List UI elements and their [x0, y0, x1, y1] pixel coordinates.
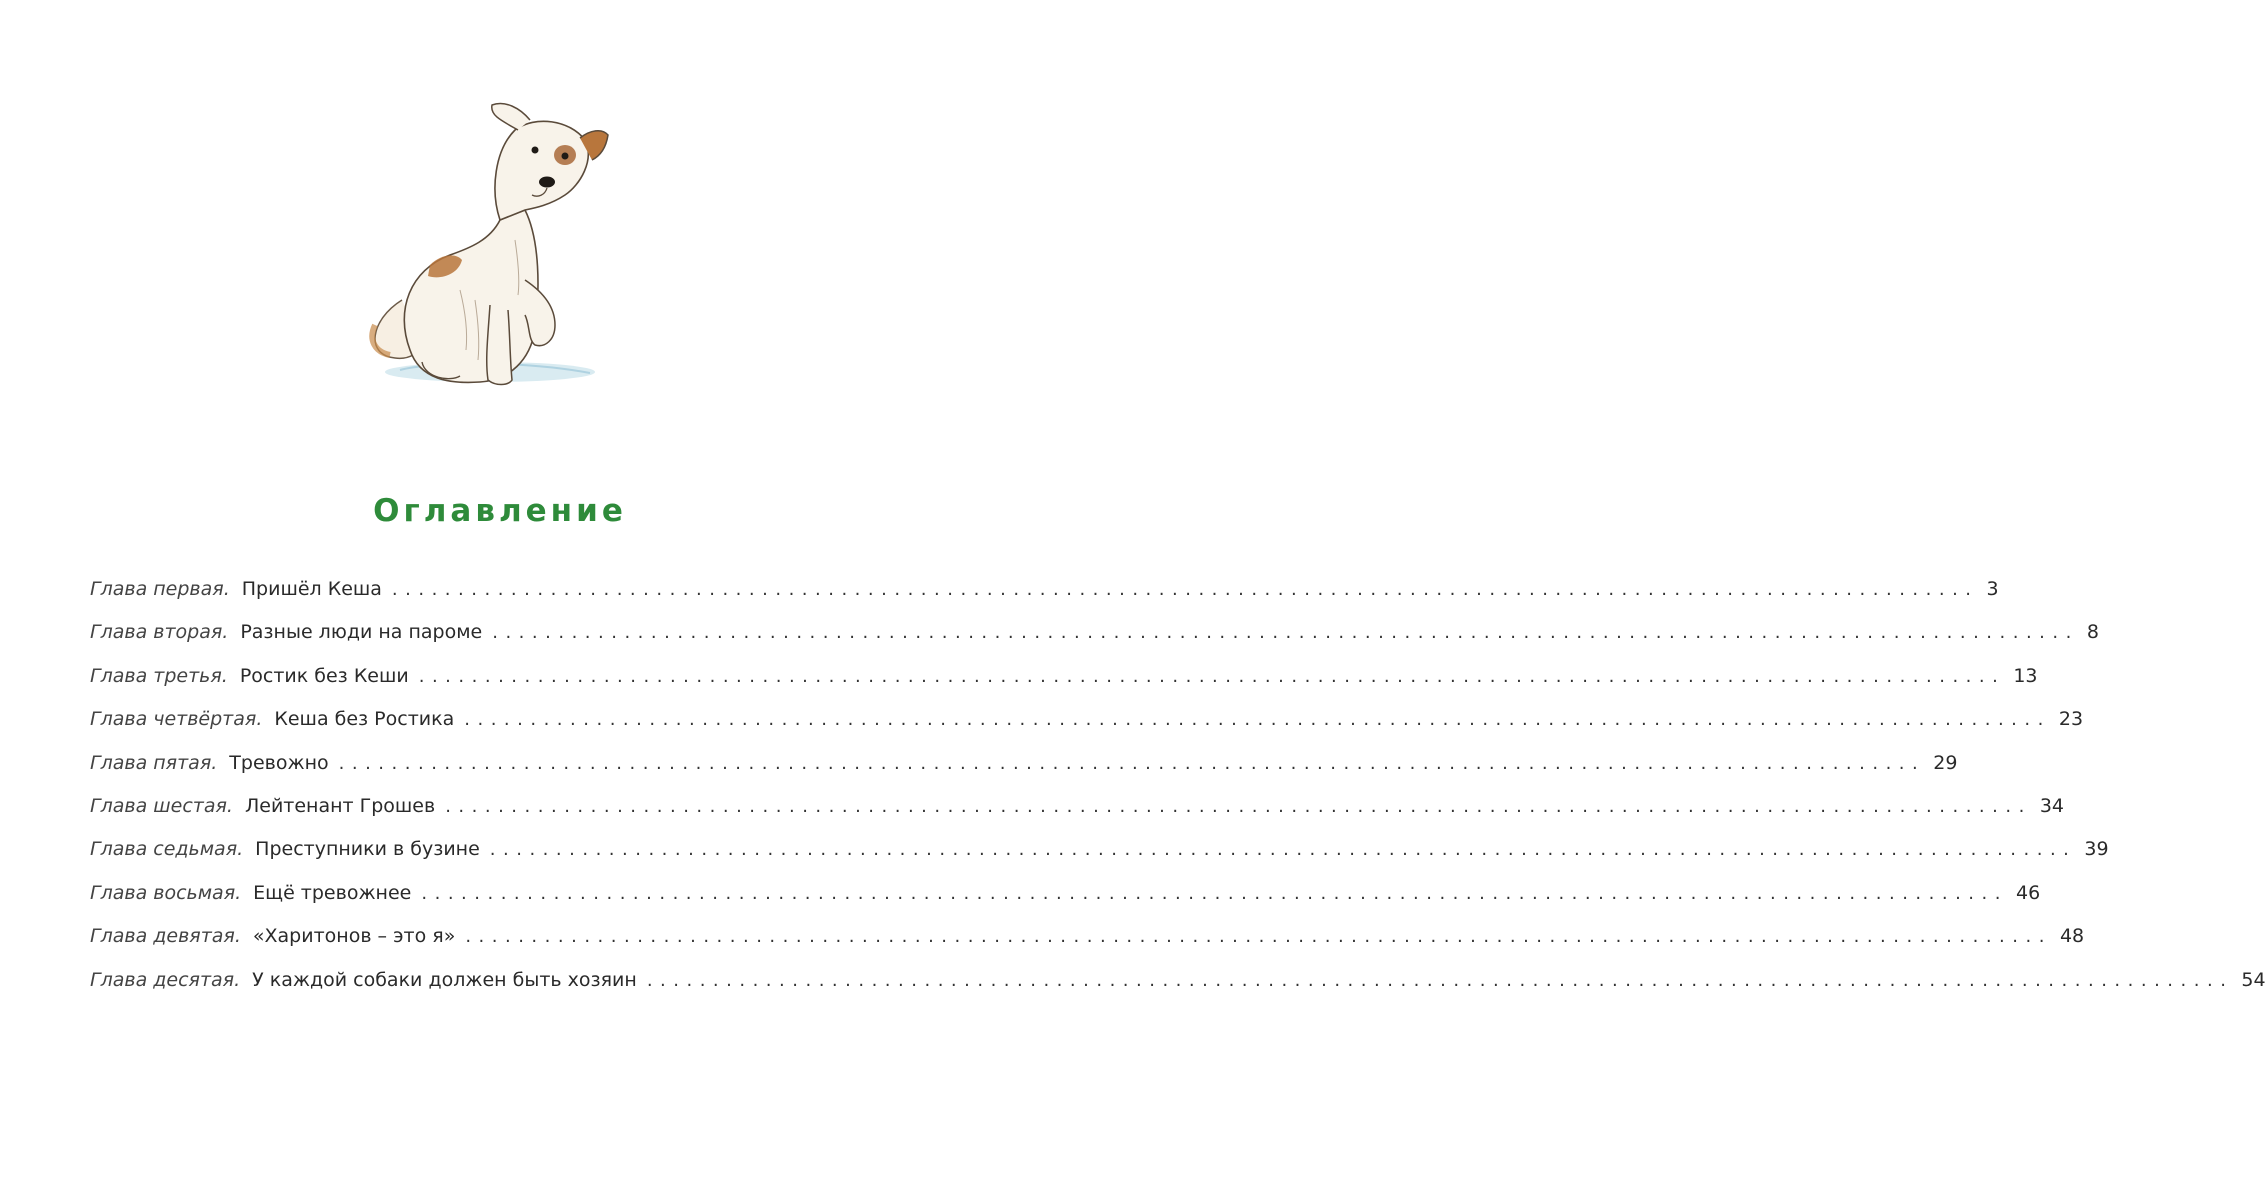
- chapter-label: Глава вторая.: [90, 621, 229, 644]
- chapter-title: Кеша без Ростика: [274, 708, 455, 731]
- chapter-label: Глава первая.: [90, 578, 230, 600]
- page-number: 23: [2058, 708, 2084, 731]
- dot-leader: ........................................................................................................................: [421, 882, 2008, 904]
- chapter-title: Пришёл Кеша: [241, 578, 382, 600]
- toc-row[interactable]: [90, 785, 2064, 828]
- chapter-label: Глава третья.: [90, 664, 228, 687]
- chapter-title: Ростик без Кеши: [239, 664, 409, 687]
- table-of-contents: [90, 568, 2266, 1002]
- dot-leader: ........................................................................................................................: [464, 709, 2051, 731]
- eye-icon: [532, 147, 539, 154]
- toc-row[interactable]: [90, 655, 2038, 698]
- chapter-title: Лейтенант Грошев: [244, 794, 436, 817]
- page-number: 34: [2039, 794, 2064, 817]
- dot-leader: ........................................................................................................................: [418, 665, 2006, 687]
- chapter-title: «Харитонов – это я»: [252, 925, 456, 948]
- page-title: Оглавление: [373, 493, 627, 529]
- chapter-label: Глава четвёртая.: [90, 708, 263, 731]
- page-number: 46: [2015, 881, 2041, 904]
- page-number: 13: [2013, 664, 2038, 687]
- toc-row[interactable]: [90, 872, 2041, 915]
- dot-leader: ........................................................................................................................: [338, 752, 1926, 774]
- page-number: 29: [1933, 751, 1958, 774]
- chapter-title: Преступники в бузине: [255, 838, 480, 861]
- dot-leader: ........................................................................................................................: [489, 839, 2077, 861]
- page-number: 3: [1986, 578, 1999, 600]
- dot-leader: ........................................................................................................................: [465, 926, 2052, 948]
- nose-icon: [539, 177, 555, 188]
- dot-leader: ........................................................................................................................: [492, 622, 2079, 644]
- toc-row[interactable]: [90, 568, 1999, 611]
- chapter-label: Глава пятая.: [90, 751, 218, 774]
- toc-row[interactable]: [90, 742, 1958, 785]
- page-number: 48: [2059, 925, 2085, 948]
- chapter-title: Ещё тревожнее: [253, 881, 412, 904]
- toc-row[interactable]: [90, 915, 2085, 958]
- chapter-label: Глава шестая.: [90, 794, 233, 817]
- chapter-title: Разные люди на пароме: [240, 621, 483, 644]
- dot-leader: ........................................................................................................................: [646, 969, 2234, 991]
- toc-row[interactable]: [90, 959, 2266, 1002]
- chapter-label: Глава восьмая.: [90, 881, 242, 904]
- chapter-label: Глава десятая.: [90, 968, 241, 991]
- dot-leader: ........................................................................................................................: [391, 579, 1979, 600]
- chapter-title: У каждой собаки должен быть хозяин: [252, 968, 637, 991]
- page-number: 8: [2086, 621, 2099, 644]
- page-number: 54: [2241, 968, 2266, 991]
- toc-row[interactable]: [90, 611, 2099, 654]
- chapter-label: Глава девятая.: [90, 925, 241, 948]
- toc-row[interactable]: [90, 698, 2084, 741]
- dot-leader: ........................................................................................................................: [445, 795, 2032, 817]
- eye-icon: [562, 153, 569, 160]
- chapter-title: Тревожно: [229, 751, 329, 774]
- chapter-label: Глава седьмая.: [90, 838, 244, 861]
- toc-row[interactable]: [90, 828, 2109, 871]
- dog-illustration: [340, 90, 620, 410]
- page-number: 39: [2084, 838, 2109, 861]
